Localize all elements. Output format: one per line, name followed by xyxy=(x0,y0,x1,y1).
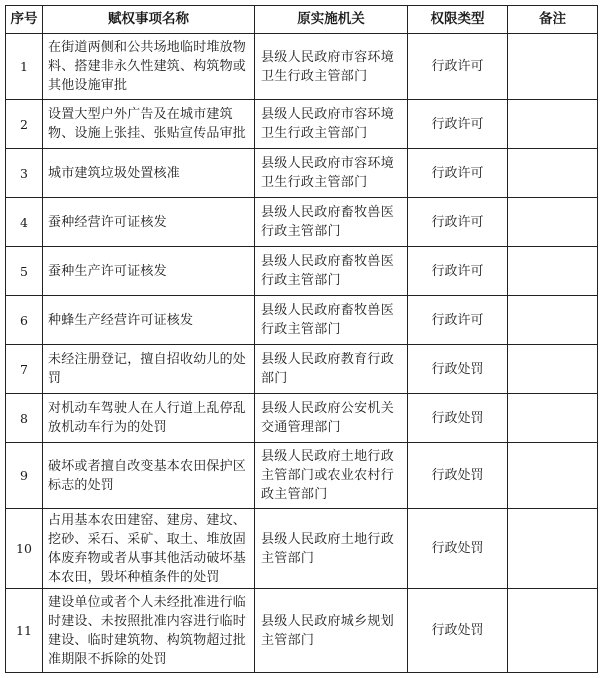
header-dept: 原实施机关 xyxy=(255,6,408,34)
table-row xyxy=(6,443,598,509)
note-cell xyxy=(508,509,598,589)
seq-cell: 6 xyxy=(6,296,43,345)
department-cell: 县级人民政府市容环境卫生行政主管部门 xyxy=(255,34,408,100)
type-cell: 行政处罚 xyxy=(408,589,508,673)
type-cell: 行政处罚 xyxy=(408,345,508,394)
department-cell: 县级人民政府公安机关交通管理部门 xyxy=(255,394,408,443)
note-cell xyxy=(508,198,598,247)
table-row xyxy=(6,509,598,589)
seq-cell: 5 xyxy=(6,247,43,296)
item-name-cell: 设置大型户外广告及在城市建筑物、设施上张挂、张贴宣传品审批 xyxy=(43,100,255,149)
table-row xyxy=(6,198,598,247)
department-cell: 县级人民政府教育行政部门 xyxy=(255,345,408,394)
department-cell: 县级人民政府市容环境卫生行政主管部门 xyxy=(255,149,408,198)
note-cell xyxy=(508,443,598,509)
header-name: 赋权事项名称 xyxy=(43,6,255,34)
item-name-cell: 对机动车驾驶人在人行道上乱停乱放机动车行为的处罚 xyxy=(43,394,255,443)
seq-cell: 3 xyxy=(6,149,43,198)
note-cell xyxy=(508,247,598,296)
department-cell: 县级人民政府畜牧兽医行政主管部门 xyxy=(255,198,408,247)
note-cell xyxy=(508,34,598,100)
item-name-cell: 在街道两侧和公共场地临时堆放物料、搭建非永久性建筑、构筑物或其他设施审批 xyxy=(43,34,255,100)
seq-cell: 4 xyxy=(6,198,43,247)
note-cell xyxy=(508,345,598,394)
type-cell: 行政处罚 xyxy=(408,509,508,589)
seq-cell: 9 xyxy=(6,443,43,509)
type-cell: 行政许可 xyxy=(408,296,508,345)
type-cell: 行政许可 xyxy=(408,198,508,247)
department-cell: 县级人民政府畜牧兽医行政主管部门 xyxy=(255,247,408,296)
table-row xyxy=(6,149,598,198)
type-cell: 行政许可 xyxy=(408,100,508,149)
header-seq: 序号 xyxy=(6,6,43,34)
authority-table xyxy=(5,5,598,673)
item-name-cell: 未经注册登记，擅自招收幼儿的处罚 xyxy=(43,345,255,394)
note-cell xyxy=(508,100,598,149)
seq-cell: 1 xyxy=(6,34,43,100)
header-note: 备注 xyxy=(508,6,598,34)
department-cell: 县级人民政府市容环境卫生行政主管部门 xyxy=(255,100,408,149)
seq-cell: 10 xyxy=(6,509,43,589)
type-cell: 行政处罚 xyxy=(408,443,508,509)
department-cell: 县级人民政府土地行政主管部门 xyxy=(255,509,408,589)
table-row xyxy=(6,589,598,673)
type-cell: 行政处罚 xyxy=(408,394,508,443)
table-row xyxy=(6,100,598,149)
item-name-cell: 建设单位或者个人未经批准进行临时建设、未按照批准内容进行临时建设、临时建筑物、构筑物超过批准期限不拆除的处罚 xyxy=(43,589,255,673)
table-row xyxy=(6,34,598,100)
item-name-cell: 蚕种生产许可证核发 xyxy=(43,247,255,296)
item-name-cell: 蚕种经营许可证核发 xyxy=(43,198,255,247)
header-row xyxy=(6,6,598,34)
seq-cell: 7 xyxy=(6,345,43,394)
department-cell: 县级人民政府土地行政主管部门或农业农村行政主管部门 xyxy=(255,443,408,509)
seq-cell: 11 xyxy=(6,589,43,673)
type-cell: 行政许可 xyxy=(408,247,508,296)
table-row xyxy=(6,296,598,345)
note-cell xyxy=(508,589,598,673)
note-cell xyxy=(508,296,598,345)
note-cell xyxy=(508,394,598,443)
table-row xyxy=(6,345,598,394)
department-cell: 县级人民政府畜牧兽医行政主管部门 xyxy=(255,296,408,345)
table-row xyxy=(6,247,598,296)
header-type: 权限类型 xyxy=(408,6,508,34)
type-cell: 行政许可 xyxy=(408,34,508,100)
seq-cell: 2 xyxy=(6,100,43,149)
table-row xyxy=(6,394,598,443)
item-name-cell: 占用基本农田建窑、建房、建坟、挖砂、采石、采矿、取土、堆放固体废弃物或者从事其他活动破坏基本农田，毁坏种植条件的处罚 xyxy=(43,509,255,589)
item-name-cell: 破坏或者擅自改变基本农田保护区标志的处罚 xyxy=(43,443,255,509)
note-cell xyxy=(508,149,598,198)
seq-cell: 8 xyxy=(6,394,43,443)
item-name-cell: 种蜂生产经营许可证核发 xyxy=(43,296,255,345)
item-name-cell: 城市建筑垃圾处置核准 xyxy=(43,149,255,198)
type-cell: 行政许可 xyxy=(408,149,508,198)
department-cell: 县级人民政府城乡规划主管部门 xyxy=(255,589,408,673)
